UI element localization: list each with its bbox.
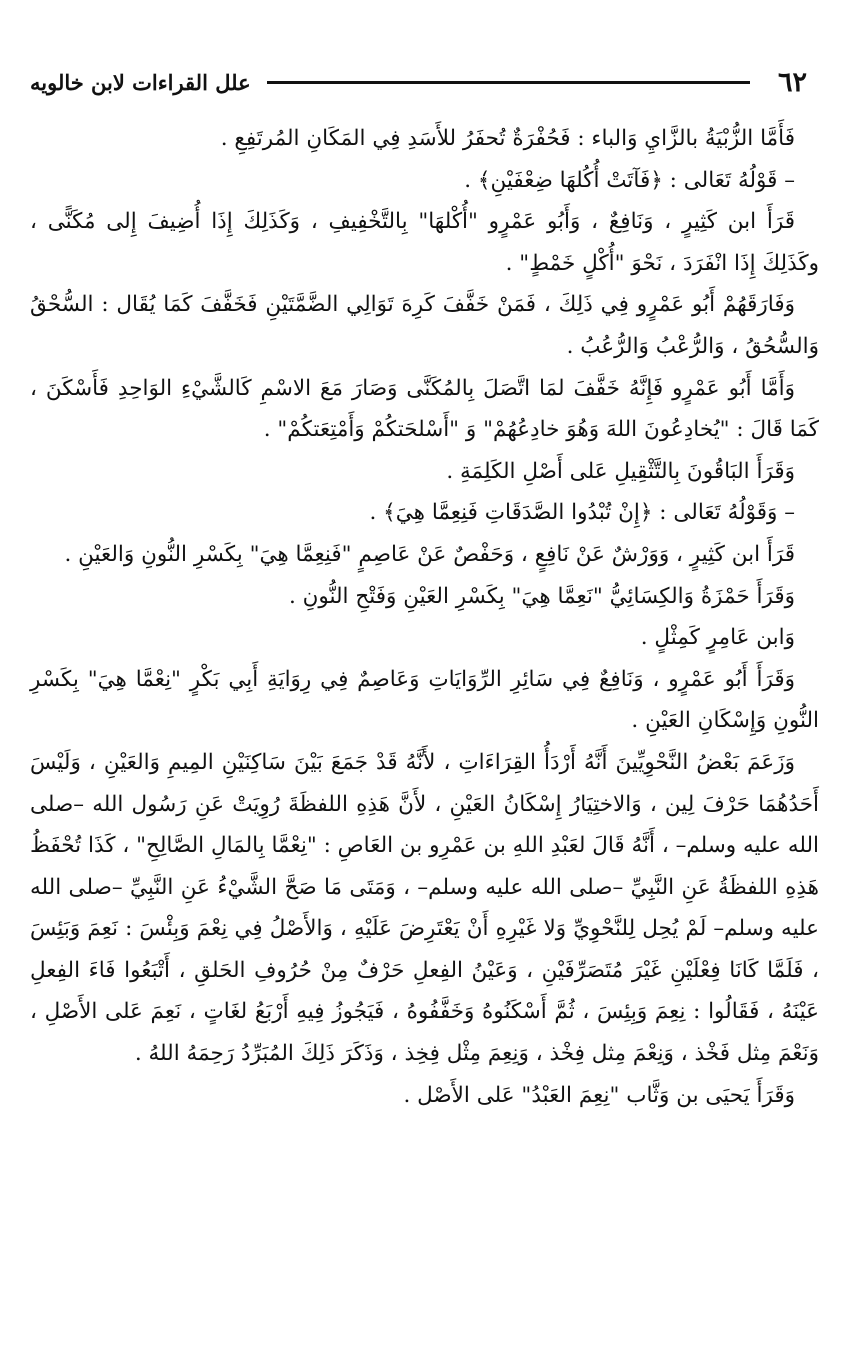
paragraph-reading-fanaiimma: قَرَأَ ابن كَثِيرٍ ، وَوَرْشٌ عَنْ نَافِعٍ ، وَحَفْصٌ عَنْ عَاصِمٍ "فَنِعِمَّا هِيَ" بِكَسْرِ النُّونِ وَالعَيْنِ . <box>64 541 795 567</box>
body-text <box>30 118 819 1116</box>
paragraph-grammarians: وَزَعَمَ بَعْضُ النَّحْوِيِّينَ أَنَّهُ أَرْدَأُ القِرَاءَاتِ ، لأَنَّهُ قَدْ جَمَعَ بَيْنَ سَاكِنَيْنِ المِيمِ وَالعَيْنِ ، وَلَيْسَ أَحَدُهُمَا حَرْفَ لِين ، وَالاختِيَارُ إِسْكَانُ العَيْنِ ، لأَنَّ هَذِهِ اللفظَةَ رُوِيَتْ عَنِ رَسُول الله –صلى الله عليه وسلم– ، أَنَّهُ قَالَ لعَبْدِ اللهِ بن عَمْرِو بن العَاصِ : "نِعْمَّا بِالمَالِ الصَّالِحِ" ، كَذَا تُحْفَظُ هَذِهِ اللفظَةُ عَنِ النَّبِيِّ –صلى الله عليه وسلم– ، وَمَتَى مَا صَحَّ الشَّيْءُ عَنِ النَّبِيِّ –صلى الله عليه وسلم– لَمْ يُحِل لِلنَّحْوِيِّ وَلا غَيْرِهِ أَنْ يَعْتَرِضَ عَلَيْهِ ، وَالأَصْلُ فِي نِعْمَ وَبِئْسَ : نَعِمَ وَبَئِسَ ، فَلَمَّا كَانَا فِعْلَيْنِ غَيْرَ مُتَصَرِّفَيْنِ ، وَعَيْنُ الفِعلِ حَرْفٌ مِنْ حُرُوفِ الحَلقِ ، أَتْبَعُوا فَاءَ الفِعلِ عَيْنَهُ ، فَقَالُوا : نِعِمَ وَبِئِسَ ، ثُمَّ أَسْكَنُوهُ وَخَفَّفُوهُ ، فَيَجُوزُ فِيهِ أَرْبَعُ لغَاتٍ ، نَعِمَ عَلى الأَصْلِ ، وَنَعْمَ مِثل فَخْذ ، وَنِعْمَ مِثل فِخْذ ، وَنِعِمَ مِثْل فِخِذ ، وَذَكَرَ ذَلِكَ المُبَرِّدُ رَحِمَهُ اللهُ . <box>30 749 819 1067</box>
running-title: علل القراءات لابن خالويه <box>30 69 251 95</box>
paragraph-ibn-amir: وَابن عَامِرٍ كَمِثْلٍ . <box>640 625 795 651</box>
paragraph-zubya: فَأَمَّا الزُّبْيَةُ بالزَّايِ وَالباء : فَحُفْرَةٌ تُحفَرُ للأَسَدِ فِي المَكَانِ المُرتَفِعِ . <box>220 126 795 151</box>
paragraph-yahya-ibn-wathab: وَقَرَأَ يَحيَى بن وَثَّاب "نِعِمَ العَبْدُ" عَلى الأَصْل . <box>403 1082 795 1108</box>
paragraph-hamza-kisai: وَقَرَأَ حَمْزَةُ وَالكِسَائِيُّ "نَعِمَّا هِيَ" بِكَسْرِ العَيْنِ وَفَتْحِ النُّونِ . <box>288 583 795 609</box>
running-header <box>30 64 819 100</box>
paragraph-reading-ukluha: قَرَأَ ابن كَثِيرٍ ، وَنَافِعٌ ، وَأَبُو عَمْرٍو "أُكْلهَا" بِالتَّخْفِيفِ ، وَكَذَلِكَ إِذَا أُضِيفَ إِلى مُكَنًّى ، وكَذَلِكَ إِذَا انْفَرَدَ ، نَحْوَ "أُكْلٍ خَمْطٍ" . <box>30 209 819 276</box>
page-number: ٦٢ <box>777 66 807 98</box>
header-rule <box>267 81 750 84</box>
verse-heading-ukuluha: – قَوْلُهُ تَعَالى : ﴿فَآتَتْ أُكُلهَا ضِعْفَيْنِ﴾ . <box>464 167 795 193</box>
verse-heading-niimma: – وَقَوْلُهُ تَعَالى : ﴿إِنْ تُبْدُوا الصَّدَقَاتِ فَنِعِمَّا هِيَ﴾ . <box>369 500 795 526</box>
paragraph-abu-amr-difference: وَفَارَقَهُمْ أَبُو عَمْرٍو فِي ذَلِكَ ، فَمَنْ خَفَّفَ كَرِهَ تَوَالِي الضَّمَّتَيْنِ فَخَفَّفَ كَمَا يُقَال : السُّحْقُ وَالسُّحُقُ ، وَالرُّعْبُ وَالرُّعُبُ . <box>30 292 819 359</box>
paragraph-abu-amr-nafi: وَقَرَأَ أَبُو عَمْرٍو ، وَنَافِعٌ فِي سَائِرِ الرِّوَايَاتِ وَعَاصِمٌ فِي رِوَايَةِ أَبِي بَكْرٍ "نِعْمَّا هِيَ" بِكَسْرِ النُّونِ وَإِسْكَانِ العَيْنِ . <box>30 666 819 734</box>
paragraph-abu-amr-lightening: وَأَمَّا أَبُو عَمْرٍو فَإِنَّهُ خَفَّفَ لمَا اتَّصَلَ بِالمُكَنَّى وَصَارَ مَعَ الاسْمِ كَالشَّيْءِ الوَاحِدِ فَأَسْكَنَ ، كَمَا قَالَ : "يُخادِعُونَ اللهَ وَهُوَ خادِعُهُمْ" وَ "أَسْلحَتكُمْ وَأَمْتِعَتكُمْ" . <box>30 375 819 443</box>
paragraph-rest-heavy: وَقَرَأَ البَاقُونَ بِالتَّثْقِيلِ عَلى أَصْلِ الكَلِمَةِ . <box>446 458 795 484</box>
